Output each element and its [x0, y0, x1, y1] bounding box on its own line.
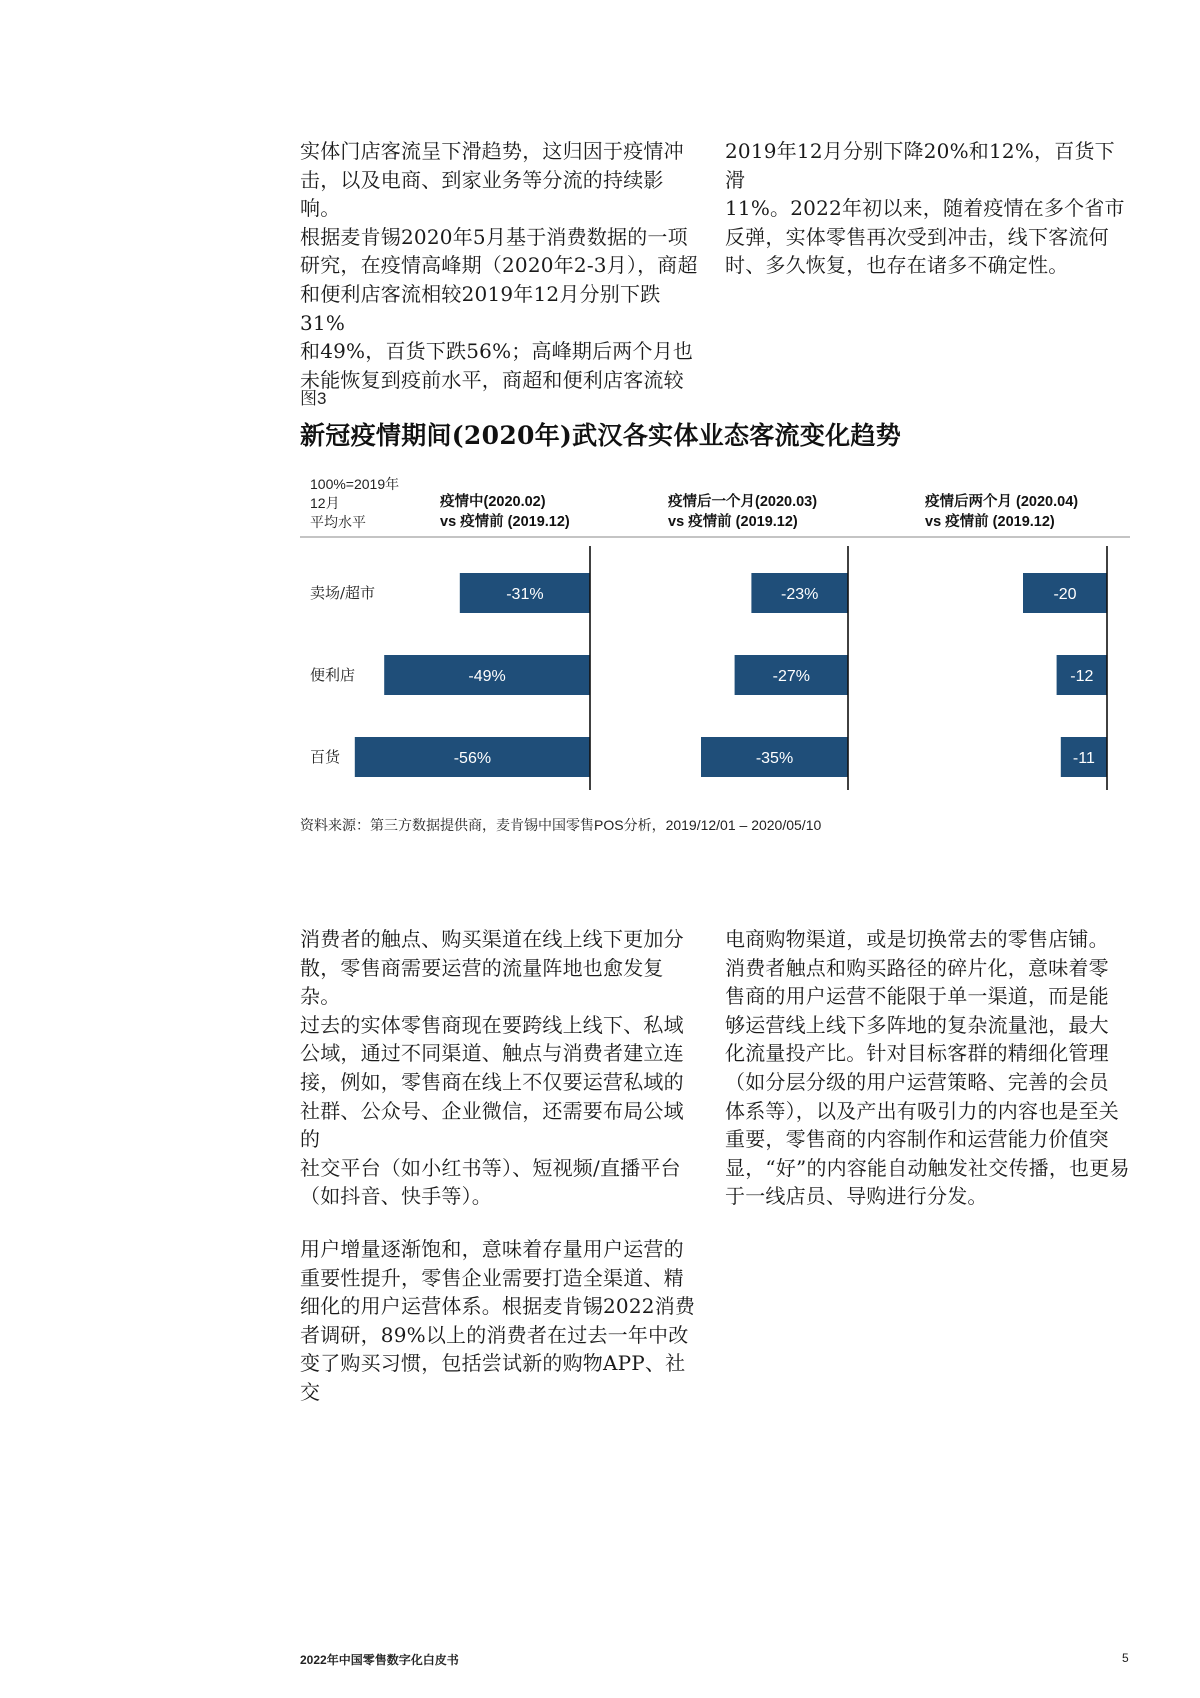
panel-subtitle: vs 疫情前 (2019.12) [668, 514, 798, 530]
text-line: 于一线店员、导购进行分发。 [725, 1184, 988, 1209]
text-line: 售商的用户运营不能限于单一渠道，而是能 [725, 984, 1109, 1009]
text-line: 显，“好”的内容能自动触发社交传播，也更易 [725, 1155, 1130, 1180]
text-line: 击，以及电商、到家业务等分流的持续影响。 [300, 167, 664, 221]
text-line: 11%。2022年初以来，随着疫情在多个省市 [725, 196, 1125, 221]
text-line: 时、多久恢复，也存在诸多不确定性。 [725, 253, 1069, 278]
baseline-note [310, 475, 430, 532]
traffic-change-chart [300, 470, 1130, 815]
bar-value-label: -56% [453, 750, 492, 767]
text-line: 变了购买习惯，包括尝试新的购物APP、社交 [300, 1351, 686, 1404]
text-line: 社群、公众号、企业微信，还需要布局公域的 [300, 1098, 684, 1152]
panel-title: 疫情中(2020.02) [440, 494, 546, 510]
panel-subtitle: vs 疫情前 (2019.12) [925, 514, 1055, 530]
figure-label: 图3 [300, 389, 327, 408]
category-label: 便利店 [310, 666, 356, 684]
baseline-note-line: 12月 [310, 495, 340, 511]
text-line: 者调研，89%以上的消费者在过去一年中改 [300, 1322, 689, 1347]
bar-value-label: -23% [781, 586, 819, 603]
text-line: 电商购物渠道，或是切换常去的零售店铺。 [725, 927, 1109, 951]
bar-value-label: -11 [1072, 750, 1095, 767]
text-line: （如抖音、快手等）。 [300, 1184, 492, 1209]
text-line: 根据麦肯锡2020年5月基于消费数据的一项 [300, 224, 688, 249]
text-line: 2019年12月分别下降20%和12%，百货下滑 [725, 139, 1115, 192]
bar-value-label: -31% [506, 586, 544, 603]
text-line: 散，零售商需要运营的流量阵地也愈发复杂。 [300, 955, 664, 1009]
text-line: 实体门店客流呈下滑趋势，这归因于疫情冲 [300, 139, 684, 163]
text-line: 消费者触点和购买路径的碎片化，意味着零 [725, 955, 1109, 980]
text-line: 化流量投产比。针对目标客群的精细化管理 [725, 1041, 1109, 1066]
text-line: 公域，通过不同渠道、触点与消费者建立连 [300, 1041, 684, 1066]
category-label: 卖场/超市 [310, 584, 376, 602]
baseline-note-line: 100%=2019年 [310, 476, 400, 492]
text-line: 够运营线上线下多阵地的复杂流量池，最大 [725, 1012, 1109, 1037]
source-note: 资料来源：第三方数据提供商，麦肯锡中国零售POS分析，2019/12/01 – 2020/05/10 [300, 817, 822, 833]
bar-value-label: -12 [1070, 668, 1094, 685]
text-line: 过去的实体零售商现在要跨线上线下、私域 [300, 1012, 684, 1037]
text-line: 接，例如，零售商在线上不仅要运营私域的 [300, 1069, 684, 1094]
text-line: 研究，在疫情高峰期（2020年2-3月），商超 [300, 253, 698, 278]
intro-text-left [300, 137, 700, 394]
body-text-left [300, 925, 700, 1407]
intro-text-right [725, 137, 1135, 280]
bar-value-label: -35% [755, 750, 794, 767]
text-line: （如分层分级的用户运营策略、完善的会员 [725, 1069, 1109, 1094]
baseline-note-line: 平均水平 [310, 514, 366, 530]
panel-subtitle: vs 疫情前 (2019.12) [440, 514, 570, 530]
text-line: 社交平台（如小红书等）、短视频/直播平台 [300, 1155, 681, 1180]
footer-title: 2022年中国零售数字化白皮书 [300, 1653, 459, 1667]
bar-value-label: -49% [468, 668, 506, 685]
text-line: 重要，零售商的内容制作和运营能力价值突 [725, 1127, 1109, 1152]
text-line: 重要性提升，零售企业需要打造全渠道、精 [300, 1265, 684, 1290]
page-number: 5 [1122, 1651, 1129, 1665]
bar-value-label: -20 [1053, 586, 1077, 603]
text-line: 体系等），以及产出有吸引力的内容也是至关 [725, 1098, 1119, 1123]
text-line: 细化的用户运营体系。根据麦肯锡2022消费 [300, 1294, 696, 1319]
figure-title: 新冠疫情期间(2020年)武汉各实体业态客流变化趋势 [300, 421, 902, 450]
body-text-right [725, 925, 1135, 1211]
text-line: 用户增量逐渐饱和，意味着存量用户运营的 [300, 1236, 684, 1261]
panel-title: 疫情后两个月 (2020.04) [925, 494, 1079, 510]
text-line: 反弹，实体零售再次受到冲击，线下客流何 [725, 224, 1109, 249]
text-line: 消费者的触点、购买渠道在线上线下更加分 [300, 927, 684, 951]
text-line: 未能恢复到疫前水平，商超和便利店客流较 [300, 367, 684, 392]
panel-title: 疫情后一个月(2020.03) [668, 494, 818, 510]
bar-value-label: -27% [772, 668, 810, 685]
text-line: 和便利店客流相较2019年12月分别下跌31% [300, 281, 661, 335]
category-label: 百货 [310, 748, 341, 766]
text-line: 和49%，百货下跌56%；高峰期后两个月也 [300, 339, 694, 364]
